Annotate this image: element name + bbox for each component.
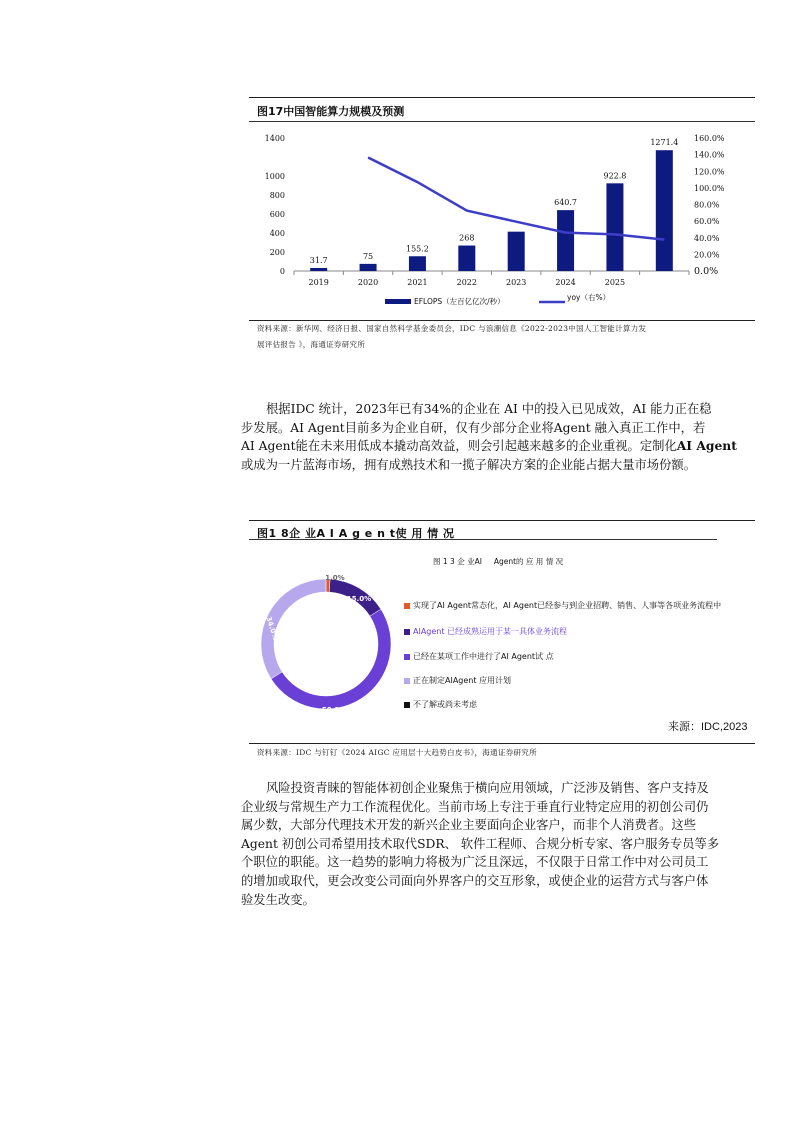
x-tick-label: 2024	[555, 278, 576, 287]
legend-label: 不了解或尚未考虑	[413, 700, 477, 709]
legend-swatch-eflops	[385, 299, 411, 304]
paragraph-2-line-7: 验发生改变。	[241, 892, 315, 907]
y-right-tick-label: 120.0%	[694, 167, 725, 177]
y-left-tick-label: 400	[269, 229, 285, 238]
figure18-bottom-rule	[249, 743, 755, 744]
figure18-title: 图1 8企 业A I A g e n t使 用 情 况	[257, 527, 455, 540]
figure17-title: 图17中国智能算力规模及预测	[257, 105, 405, 118]
y-right-tick-label: 40.0%	[694, 233, 720, 243]
y-left-tick-label: 0	[279, 267, 285, 276]
legend-label: AIAgent 已经成熟运用于某一具体业务流程	[413, 627, 568, 636]
bar-2022	[458, 246, 475, 271]
y-left-tick-label: 600	[269, 210, 285, 219]
legend-item	[404, 626, 567, 637]
paragraph-2	[241, 779, 749, 909]
y-left-tick-label: 1400	[264, 134, 285, 143]
donut-value-label: 34.0%	[264, 615, 280, 642]
legend-swatch	[404, 702, 410, 708]
paragraph-2-line-4: Agent 初创公司希望用技术取代SDR、 软件工程师、合规分析专家、客户服务专员等多	[241, 836, 720, 851]
figure18-title-rule	[249, 539, 717, 540]
x-tick-label: 2022	[456, 278, 477, 287]
y-right-tick-label: 140.0%	[694, 150, 725, 160]
legend-label: 实现了AI Agent常态化，AI Agent已经参与到企业招聘、销售、人事等各项业务流程中	[413, 601, 722, 610]
paragraph-1-line-4: 或成为一片蓝海市场，拥有成熟技术和一揽子解决方案的企业能占据大量市场份额。	[241, 457, 696, 472]
legend-label-eflops: EFLOPS（左百亿亿次/秒）	[414, 297, 505, 306]
paragraph-2-line-3: 属少数，大部分代理技术开发的新兴企业主要面向企业客户，而非个人消费者。这些	[241, 818, 696, 833]
x-tick-label: 2021	[407, 278, 428, 287]
figure17-top-rule	[249, 97, 755, 98]
x-tick-label: 2025	[604, 278, 626, 287]
legend-item	[404, 651, 554, 662]
paragraph-1-line-2: 步发展。AI Agent目前多为企业自研，仅有少部分企业将Agent 融入真正工作中，若	[241, 420, 706, 435]
y-left-tick-label: 800	[269, 191, 285, 200]
figure17-source-line2: 展评估报告 》，海通证券研究所	[257, 340, 366, 349]
bar-2024	[557, 210, 574, 271]
donut-slice-2	[271, 609, 391, 709]
legend-swatch	[404, 654, 410, 660]
y-right-tick-label: 60.0%	[694, 217, 720, 227]
legend-swatch	[404, 629, 410, 635]
y-right-tick-label: 100.0%	[694, 183, 725, 193]
figure17-title-rule	[249, 121, 755, 122]
paragraph-1	[241, 400, 749, 474]
figure18-donut-chart	[255, 570, 400, 720]
x-tick-label: 2019	[308, 278, 329, 287]
legend-item	[404, 675, 511, 686]
figure17-source	[257, 321, 755, 353]
y-right-tick-label: 20.0%	[694, 250, 720, 260]
bar-value-label: 640.7	[554, 198, 578, 208]
figure18-inner-title: 图 1 3 企 业AI Agent的 应 用 情 况	[433, 557, 564, 566]
figure17-chart	[249, 123, 755, 318]
y-left-tick-label: 1000	[264, 172, 285, 181]
bar-value-label: 268	[459, 233, 475, 243]
x-tick-label: 2020	[357, 278, 379, 287]
bar-2026	[656, 150, 673, 271]
bar-2023	[508, 232, 525, 271]
legend-item	[404, 600, 721, 611]
y-right-tick-label: 160.0%	[694, 134, 725, 143]
bar-value-label: 1271.4	[650, 138, 679, 148]
paragraph-1-line-3	[241, 437, 749, 456]
bar-2019	[310, 268, 327, 271]
y-right-tick-label: 80.0%	[694, 200, 720, 210]
bar-value-label: 75	[362, 251, 374, 261]
paragraph-1-line-1: 根据IDC 统计，2023年已有34%的企业在 AI 中的投入已见成效，AI 能力正在稳	[266, 402, 712, 416]
legend-item	[404, 699, 477, 710]
x-tick-label: 2023	[506, 278, 527, 287]
bar-2021	[409, 256, 426, 271]
legend-label: 已经在某项工作中进行了AI Agent试 点	[413, 652, 554, 661]
bar-value-label: 922.8	[603, 171, 627, 181]
paragraph-2-line-5: 个职位的职能。这一趋势的影响力将极为广泛且深远，不仅限于日常工作中对公司员工	[241, 855, 709, 870]
legend-label: 正在制定AIAgent 应用计划	[413, 676, 512, 685]
figure18-top-rule	[249, 520, 755, 521]
legend-label-yoy: yoy（右%）	[567, 293, 611, 302]
y-right-tick-label: 0.0%	[694, 266, 719, 277]
bar-value-label: 155.2	[405, 244, 429, 254]
figure18-source: 资料来源：IDC 与钉钉《2024 AIGC 应用层十大趋势白皮书》，海通证券研究所	[257, 748, 537, 757]
bar-2025	[606, 183, 623, 271]
donut-value-label: 15.0%	[346, 595, 372, 603]
y-left-tick-label: 200	[269, 248, 285, 257]
figure17-source-line1: 资料来源：新华网、经济日报、国家自然科学基金委员会，IDC 与浪潮信息《2022-2023中国人工智能计算力发	[257, 324, 647, 333]
figure18-credit: 来源：IDC,2023	[668, 721, 748, 733]
paragraph-1-bold-ai-agent: AI Agent	[676, 438, 737, 454]
bar-value-label: 31.7	[309, 255, 328, 265]
paragraph-2-line-6: 的增加或取代，更会改变公司面向外界客户的交互形象，或使企业的运营方式与客户体	[241, 873, 709, 888]
legend-swatch	[404, 678, 410, 684]
bar-2020	[360, 264, 377, 271]
paragraph-2-line-1: 风险投资青睐的智能体初创企业聚焦于横向应用领域，广泛涉及销售、客户支持及	[266, 781, 709, 795]
donut-value-label: 50.0%	[321, 706, 347, 714]
donut-value-label: 1.0%	[325, 574, 345, 582]
paragraph-1-line-3-text: AI Agent能在未来用低成本撬动高效益，则会引起越来越多的企业重视。定制化	[241, 439, 677, 454]
legend-swatch	[404, 603, 410, 609]
paragraph-2-line-2: 企业级与常规生产力工作流程优化。当前市场上专注于垂直行业特定应用的初创公司仍	[241, 799, 709, 814]
